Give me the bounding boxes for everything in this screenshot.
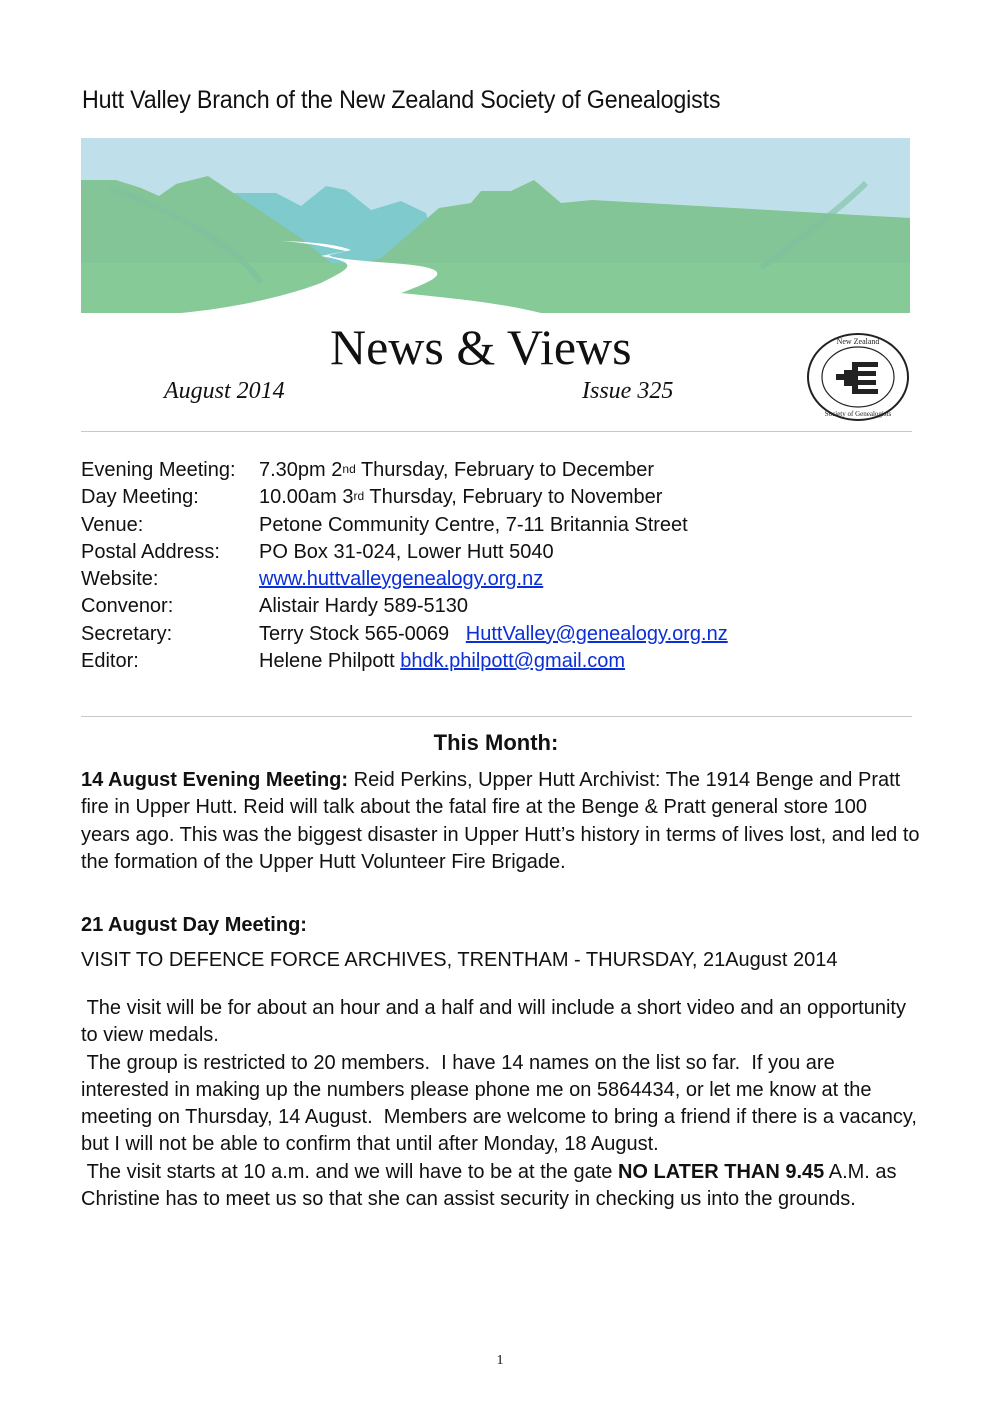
page-number: 1: [496, 1353, 504, 1368]
visit-duration-text: The visit will be for about an hour and a half and will include a short video and an opportunity to view medals.: [81, 997, 912, 1047]
info-row-secretary: [81, 621, 728, 648]
visit-start-text: The visit starts at 10 a.m. and we will have to be at the gate NO LATER THAN 9.45 A.M. as Christine has to meet us so that she can assist security in checking us into the grounds.: [81, 1160, 903, 1211]
visit-details-paragraph: [81, 995, 921, 1213]
info-label: Postal Address:: [81, 540, 220, 563]
visit-group-text: The group is restricted to 20 members. I have 14 names on the list so far. If you are interested in making up the numbers please phone me on 5864434, or let me know at the meeting on Thursday, 14 August. Members are welcome to bring a friend if there is a vacancy, but I will not be able to confirm that until after Monday, 18 August.: [81, 1051, 923, 1156]
info-label: Secretary:: [81, 622, 173, 645]
day-meeting-title: 21 August Day Meeting:: [81, 914, 307, 936]
nzsg-seal-icon: [806, 332, 910, 422]
masthead-title: News & Views: [330, 319, 632, 375]
info-value: 7.30pm 2nd Thursday, February to December: [259, 459, 655, 481]
info-value: PO Box 31-024, Lower Hutt 5040: [259, 540, 554, 563]
website-link[interactable]: www.huttvalleygenealogy.org.nz: [259, 568, 544, 591]
info-label: Day Meeting:: [81, 486, 199, 509]
issue-date: August 2014: [164, 378, 285, 404]
info-row-day-meeting: [81, 484, 728, 511]
info-row-website: [81, 566, 728, 593]
evening-meeting-title: 14 August Evening Meeting:: [81, 769, 349, 791]
info-value: Terry Stock 565-0069: [259, 622, 466, 645]
info-value: 10.00am 3rd Thursday, February to November: [259, 486, 663, 509]
deadline-emphasis: NO LATER THAN 9.45: [617, 1160, 825, 1183]
evening-meeting-paragraph: [81, 767, 921, 876]
info-value: Alistair Hardy 589-5130: [259, 595, 468, 618]
info-row-evening-meeting: [81, 457, 728, 484]
editor-email-link[interactable]: bhdk.philpott@gmail.com: [400, 650, 626, 673]
contact-info-list: [81, 457, 728, 675]
info-label: Evening Meeting:: [81, 459, 236, 481]
evening-meeting-text: Reid Perkins, Upper Hutt Archivist: The 1914 Benge and Pratt fire in Upper Hutt. Reid will talk about the fatal fire at the Benge & Pratt general store 100 years ago. This was the biggest disaster in Upper Hutt’s history in terms of lives lost, and led to the formation of the Upper Hutt Volunteer Fire Brigade.: [81, 769, 920, 873]
visit-announcement: VISIT TO DEFENCE FORCE ARCHIVES, TRENTHAM - THURSDAY, 21August 2014: [81, 949, 838, 971]
info-value: Petone Community Centre, 7-11 Britannia Street: [259, 513, 688, 536]
info-label: Venue:: [81, 513, 144, 536]
info-label: Editor:: [81, 650, 139, 673]
org-title: Hutt Valley Branch of the New Zealand Society of Genealogists: [82, 86, 721, 114]
info-divider: [81, 716, 912, 717]
info-label: Website:: [81, 568, 159, 591]
info-row-postal-address: [81, 539, 728, 566]
info-value: Helene Philpott: [259, 650, 401, 673]
svg-text:New Zealand: New Zealand: [836, 337, 880, 346]
header-divider: [81, 431, 912, 432]
secretary-email-link[interactable]: HuttValley@genealogy.org.nz: [465, 622, 728, 645]
svg-text:Society of Genealogists: Society of Genealogists: [824, 410, 892, 418]
this-month-heading: This Month:: [433, 730, 559, 755]
info-row-venue: [81, 512, 728, 539]
issue-number: Issue 325: [582, 378, 674, 404]
info-label: Convenor:: [81, 595, 174, 618]
info-row-convenor: [81, 593, 728, 620]
info-row-editor: [81, 648, 728, 675]
valley-river-banner-icon: [81, 138, 910, 313]
